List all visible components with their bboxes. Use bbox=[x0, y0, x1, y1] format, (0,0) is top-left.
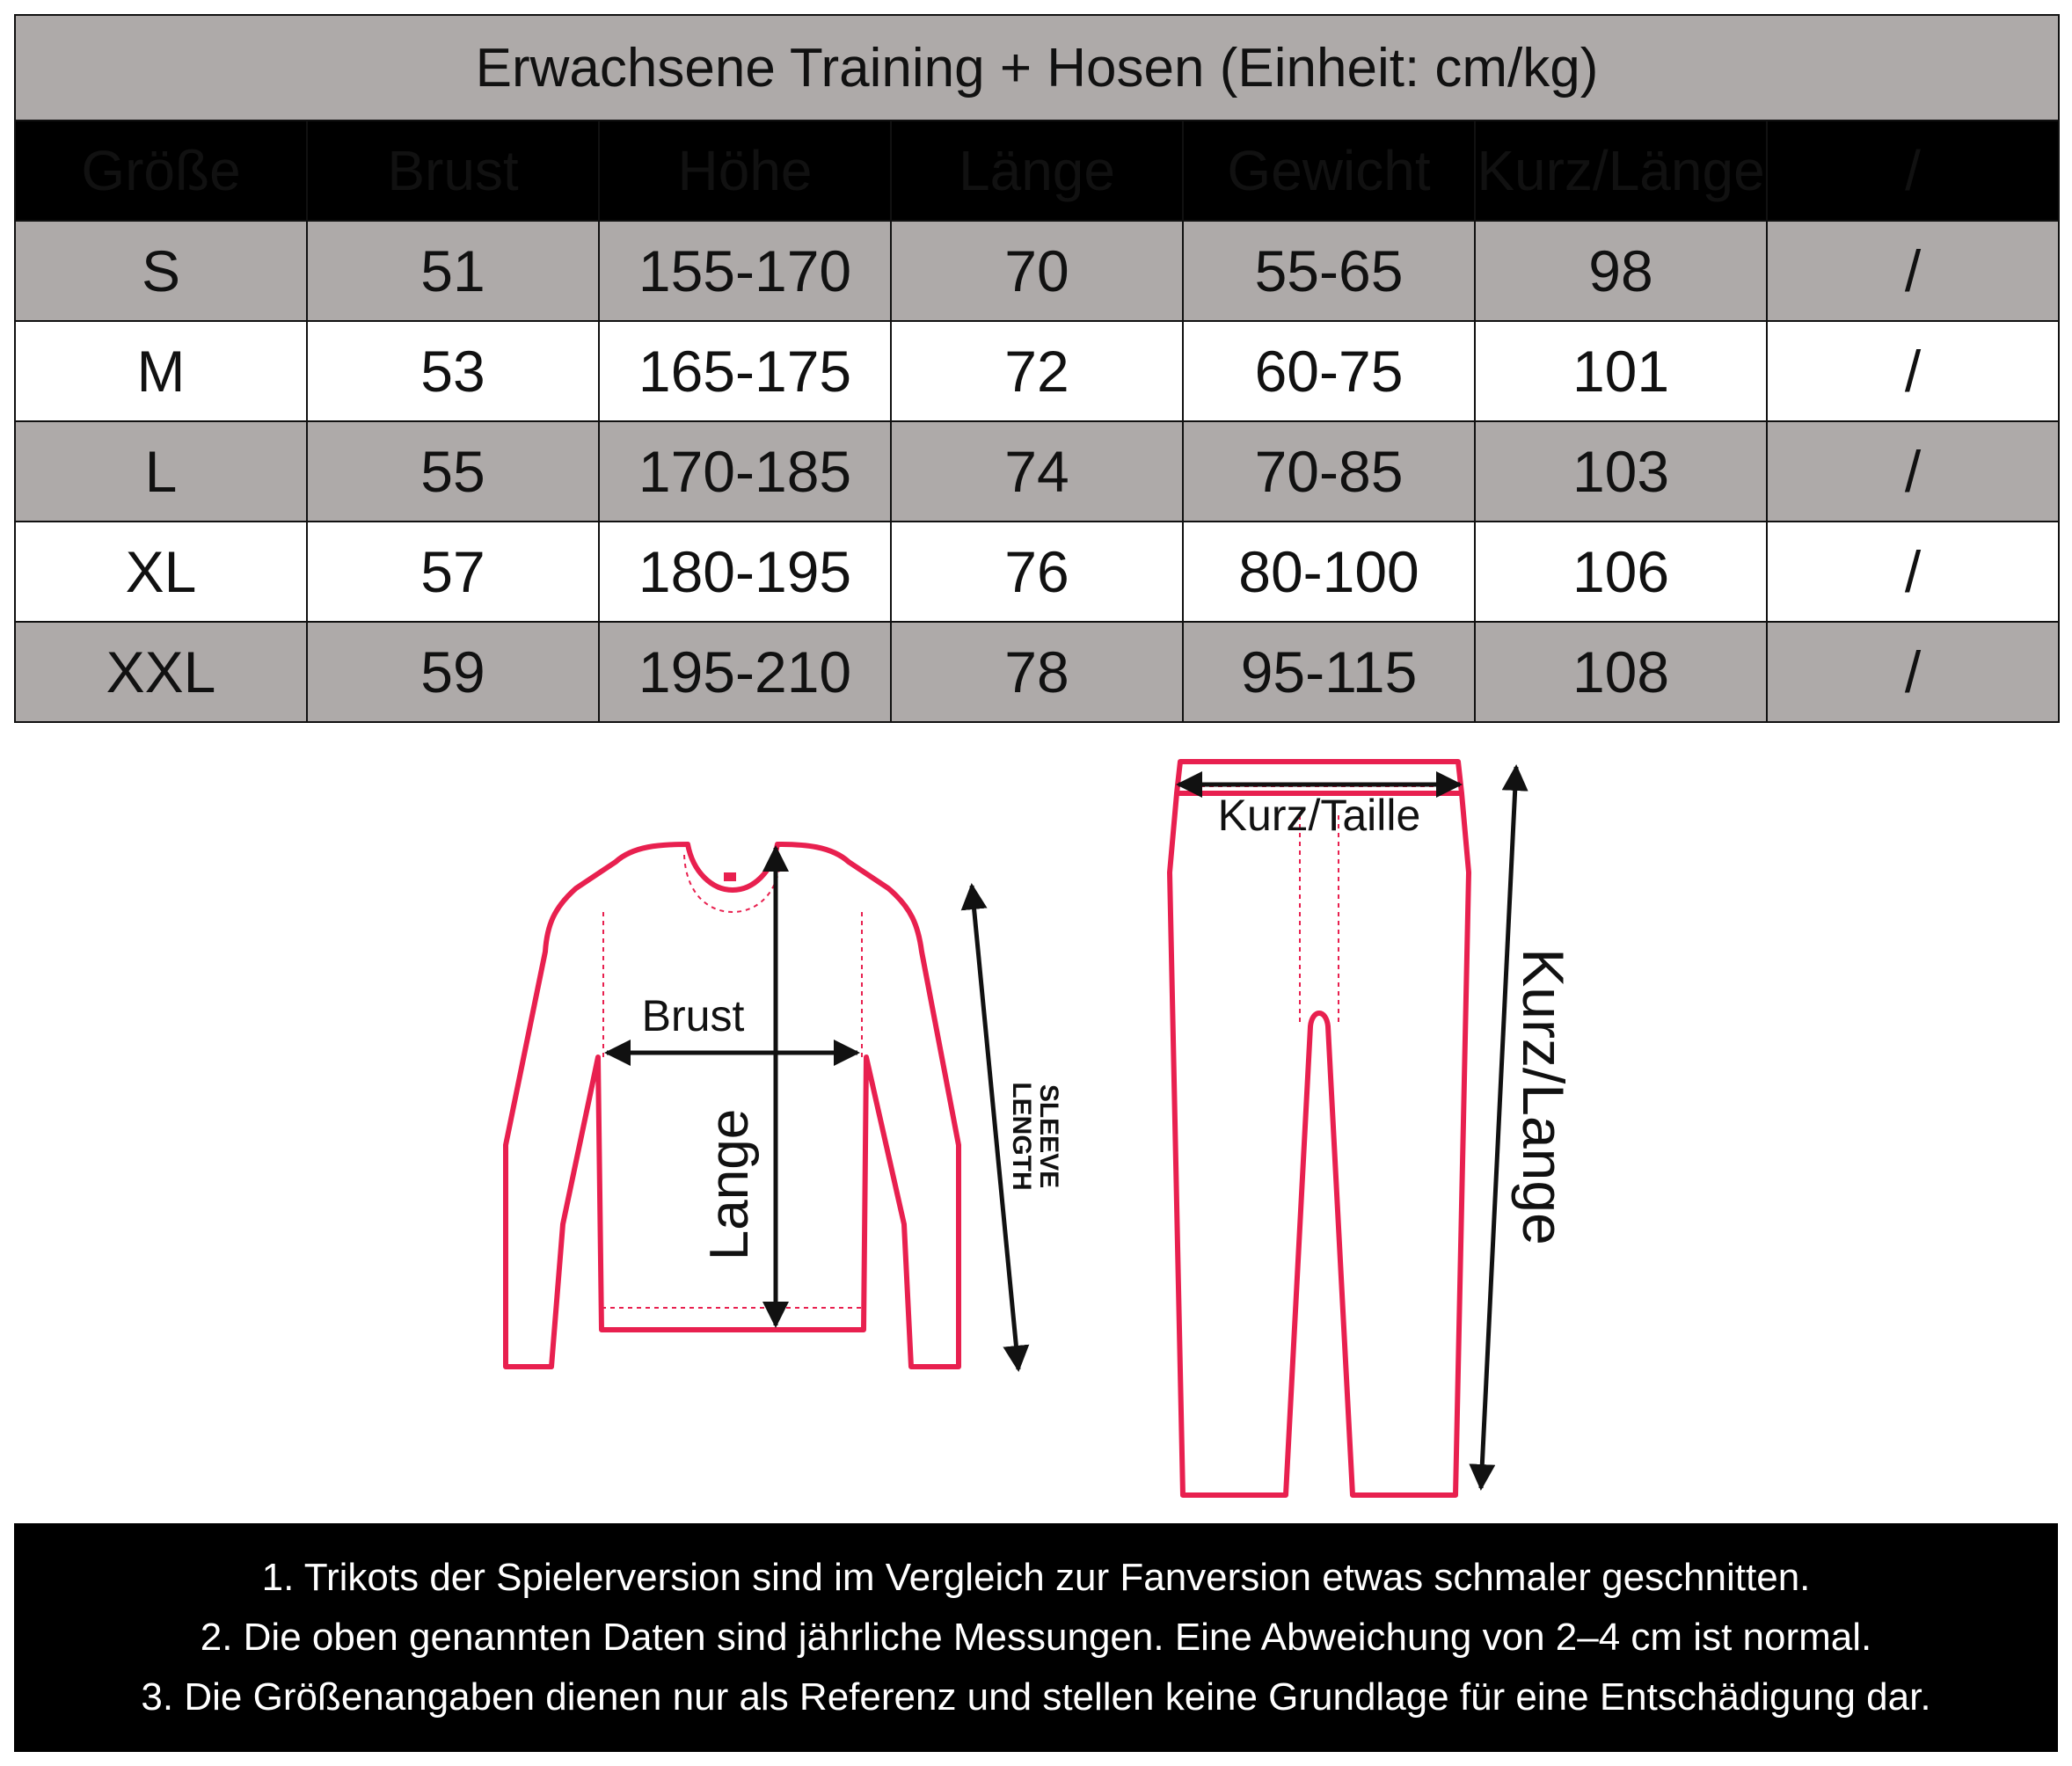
table-header-row bbox=[15, 120, 2059, 221]
note-1: 1. Trikots der Spielerversion sind im Vergleich zur Fanversion etwas schmaler geschnitten. bbox=[261, 1556, 1811, 1599]
cell-chest: 51 bbox=[307, 221, 599, 321]
cell-slash: / bbox=[1767, 421, 2059, 522]
size-table bbox=[14, 14, 2060, 723]
size-chart bbox=[14, 14, 2058, 723]
cell-height: 180-195 bbox=[599, 522, 891, 622]
cell-pants-length: 98 bbox=[1475, 221, 1767, 321]
pants-outline bbox=[1170, 793, 1469, 1495]
cell-chest: 59 bbox=[307, 622, 599, 722]
header-slash: / bbox=[1767, 120, 2059, 221]
table-row bbox=[15, 421, 2059, 522]
cell-length: 70 bbox=[891, 221, 1183, 321]
note-3: 3. Die Größenangaben dienen nur als Referenz und stellen keine Grundlage für eine Entschädigung dar. bbox=[141, 1675, 1931, 1719]
shirt-illustration bbox=[506, 844, 1063, 1369]
table-row bbox=[15, 221, 2059, 321]
cell-chest: 55 bbox=[307, 421, 599, 522]
table-title: Erwachsene Training + Hosen (Einheit: cm/kg) bbox=[15, 15, 2059, 120]
cell-size: L bbox=[15, 421, 307, 522]
header-chest: Brust bbox=[307, 120, 599, 221]
cell-pants-length: 101 bbox=[1475, 321, 1767, 421]
cell-chest: 53 bbox=[307, 321, 599, 421]
header-weight: Gewicht bbox=[1183, 120, 1475, 221]
cell-chest: 57 bbox=[307, 522, 599, 622]
header-length: Länge bbox=[891, 120, 1183, 221]
cell-length: 78 bbox=[891, 622, 1183, 722]
cell-height: 155-170 bbox=[599, 221, 891, 321]
cell-pants-length: 106 bbox=[1475, 522, 1767, 622]
cell-height: 170-185 bbox=[599, 421, 891, 522]
cell-weight: 80-100 bbox=[1183, 522, 1475, 622]
header-pants-length: Kurz/Länge bbox=[1475, 120, 1767, 221]
pants-illustration bbox=[1170, 762, 1576, 1495]
cell-weight: 55-65 bbox=[1183, 221, 1475, 321]
cell-length: 72 bbox=[891, 321, 1183, 421]
sleeve-label-line2: LENGTH bbox=[1007, 1082, 1036, 1191]
cell-size: S bbox=[15, 221, 307, 321]
cell-slash: / bbox=[1767, 321, 2059, 421]
header-size: Größe bbox=[15, 120, 307, 221]
header-height: Höhe bbox=[599, 120, 891, 221]
cell-size: XL bbox=[15, 522, 307, 622]
cell-length: 76 bbox=[891, 522, 1183, 622]
note-2: 2. Die oben genannten Daten sind jährliche Messungen. Eine Abweichung von 2–4 cm ist normal. bbox=[200, 1616, 1872, 1659]
notes-panel bbox=[14, 1523, 2058, 1752]
sleeve-label-line1: SLEEVE bbox=[1034, 1084, 1063, 1189]
cell-pants-length: 103 bbox=[1475, 421, 1767, 522]
table-row bbox=[15, 321, 2059, 421]
pants-waistband bbox=[1177, 762, 1462, 793]
cell-height: 195-210 bbox=[599, 622, 891, 722]
cell-weight: 60-75 bbox=[1183, 321, 1475, 421]
shirt-outline bbox=[506, 844, 959, 1367]
table-title-row bbox=[15, 15, 2059, 120]
table-row bbox=[15, 522, 2059, 622]
cell-slash: / bbox=[1767, 522, 2059, 622]
pants-length-label: Kurz/Lange bbox=[1511, 948, 1576, 1245]
cell-pants-length: 108 bbox=[1475, 622, 1767, 722]
waist-label: Kurz/Taille bbox=[1217, 791, 1421, 840]
cell-weight: 95-115 bbox=[1183, 622, 1475, 722]
cell-height: 165-175 bbox=[599, 321, 891, 421]
cell-weight: 70-85 bbox=[1183, 421, 1475, 522]
cell-length: 74 bbox=[891, 421, 1183, 522]
chest-label: Brust bbox=[641, 991, 745, 1040]
pants-length-arrow bbox=[1481, 767, 1516, 1488]
measurement-diagram bbox=[0, 732, 2072, 1523]
length-label: Lange bbox=[699, 1108, 760, 1261]
cell-slash: / bbox=[1767, 622, 2059, 722]
cell-size: XXL bbox=[15, 622, 307, 722]
cell-slash: / bbox=[1767, 221, 2059, 321]
cell-size: M bbox=[15, 321, 307, 421]
table-row bbox=[15, 622, 2059, 722]
